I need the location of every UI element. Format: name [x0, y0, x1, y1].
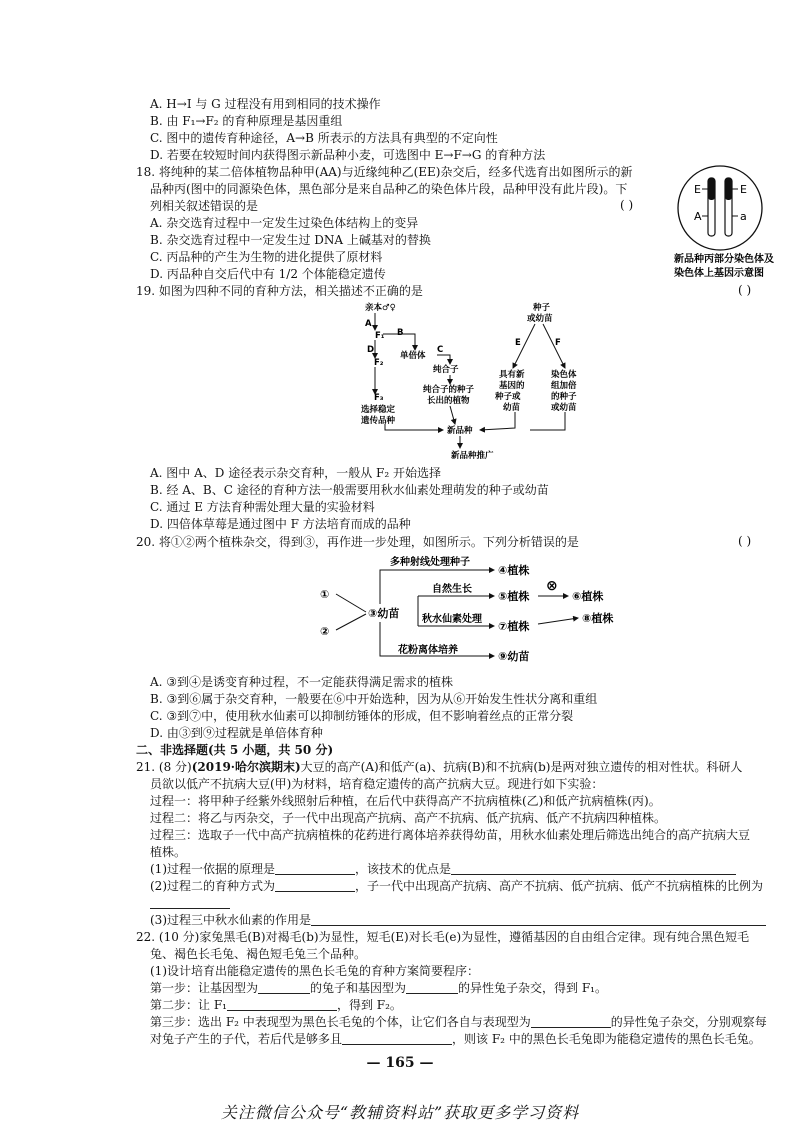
label-E: E — [515, 338, 521, 348]
node-6-plant: ⑥植株 — [572, 590, 604, 603]
q22-blank-5[interactable] — [342, 1032, 452, 1045]
label-radiation: 多种射线处理种子 — [390, 557, 470, 568]
chromosome-left-segment — [708, 178, 715, 200]
q21-sub2-text-a: (2)过程二的育种方式为 — [150, 879, 275, 893]
node-1: ① — [320, 588, 330, 601]
q18-stem-line2: 品种丙(图中的同源染色体，黑色部分是来自品种乙的染色体片段，品种甲没有此片段)。下 — [150, 182, 628, 196]
section-heading: 二、非选择题(共 5 小题，共 50 分) — [136, 743, 334, 757]
figure-caption-2: 染色体上基因示意图 — [674, 268, 764, 279]
q21-line4: 过程二：将乙与丙杂交，子一代中出现高产抗病、高产不抗病、低产抗病、低产不抗病四种植株。 — [150, 811, 667, 825]
q22-step3-text-a: 第三步：选出 F₂ 中表现型为黑色长毛兔的个体，让它们各自与表现型为 — [150, 1015, 531, 1029]
label-F: F — [555, 338, 561, 348]
q18-stem-line3: 列相关叙述错误的是 — [150, 199, 259, 213]
q17-option-b: B. 由 F₁→F₂ 的育种原理是基因重组 — [150, 114, 343, 128]
label-stable-2: 遗传品种 — [361, 416, 396, 426]
q19-option-d: D. 四倍体草莓是通过图中 F 方法培育而成的品种 — [150, 517, 411, 531]
q22-line3: (1)设计培育出能稳定遗传的黑色长毛兔的育种方案简要程序： — [150, 964, 480, 978]
q18-option-d: D. 丙品种自交后代中有 1/2 个体能稳定遗传 — [150, 267, 386, 281]
label-F1: F₁ — [375, 331, 385, 341]
label-F2: F₂ — [374, 358, 384, 368]
label-promotion: 新品种推广 — [451, 451, 494, 461]
node-4-plant: ④植株 — [498, 564, 530, 577]
node-2: ② — [320, 625, 330, 638]
q22-step3-text-c: 对兔子产生的子代，若后代是够多且 — [150, 1032, 343, 1046]
q19-option-b: B. 经 A、B、C 途径的育种方法一般需要用秋水仙素处理萌发的种子或幼苗 — [150, 483, 549, 497]
node-3-seedling: ③幼苗 — [368, 607, 400, 620]
q22-blank-2[interactable] — [406, 981, 458, 994]
q20-option-a: A. ③到④是诱变育种过程，不一定能获得满足需求的植株 — [150, 675, 454, 689]
label-seed-1: 种子 — [533, 303, 551, 313]
label-natural-growth: 自然生长 — [432, 584, 472, 595]
q18-chromosome-figure — [670, 158, 790, 280]
footer-watermark: 关注微信公众号“教辅资料站”获取更多学习资料 — [220, 1103, 580, 1122]
label-E-left: E — [694, 183, 701, 196]
q21-sub2-text-b: ，子一代中出现高产抗病、高产不抗病、低产抗病、低产不抗病植株的比例为 — [355, 879, 764, 893]
q18-option-a: A. 杂交选育过程中一定发生过染色体结构上的变异 — [150, 216, 419, 230]
label-chrom-4: 或幼苗 — [551, 403, 577, 413]
q22-step1 — [150, 980, 607, 996]
q22-blank-1[interactable] — [258, 981, 310, 994]
q21-sub2-cont — [150, 895, 230, 911]
label-new-variety: 新品种 — [447, 426, 473, 436]
q21-sub1-text-b: ，该技术的优点是 — [355, 862, 452, 876]
label-B: B — [397, 328, 404, 338]
q18-stem-line1: 18. 将纯种的某二倍体植物品种甲(AA)与近缘纯种乙(EE)杂交后，经多代选育出如图所示的新 — [136, 165, 633, 179]
chromosome-right-segment — [725, 178, 732, 200]
label-pure: 纯合子 — [433, 365, 459, 375]
q20-option-c: C. ③到⑦中，使用秋水仙素可以抑制纺锤体的形成，但不影响着丝点的正常分裂 — [150, 709, 574, 723]
q18-answer-bracket: ( ) — [620, 198, 634, 212]
label-chrom-2: 组加倍 — [551, 381, 577, 391]
q22-step2-text-b: ，得到 F₂。 — [336, 998, 402, 1012]
label-pollen-culture: 花粉离体培养 — [398, 645, 458, 656]
q21-sub1-text-a: (1)过程一依据的原理是 — [150, 862, 275, 876]
q22-step1-text-c: 的异性兔子杂交，得到 F₁。 — [458, 981, 607, 995]
node-5-plant: ⑤植株 — [498, 590, 530, 603]
q21-blank-4[interactable] — [150, 896, 230, 909]
q17-option-a: A. H→I 与 G 过程没有用到相同的技术操作 — [150, 97, 381, 111]
q19-option-a: A. 图中 A、D 途径表示杂交育种，一般从 F₂ 开始选择 — [150, 466, 441, 480]
q18-option-b: B. 杂交选育过程中一定发生过 DNA 上碱基对的替换 — [150, 233, 431, 247]
label-pure-seed-2: 长出的植物 — [427, 396, 470, 406]
node-8-plant: ⑧植株 — [582, 612, 614, 625]
q22-step3-text-b: 的异性兔子杂交，分别观察每 — [610, 1015, 767, 1029]
q21-text-1: 大豆的高产(A)和低产(a)、抗病(B)和不抗病(b)是两对独立遗传的相对性状。科研人 — [300, 760, 743, 774]
q21-blank-3[interactable] — [275, 879, 355, 892]
node-7-plant: ⑦植株 — [498, 620, 530, 633]
label-new-gene-3: 种子或 — [495, 392, 521, 402]
q22-step3-text-d: ，则该 F₂ 中的黑色长毛兔即为能稳定遗传的黑色长毛兔。 — [452, 1032, 761, 1046]
figure-caption-1: 新品种丙部分染色体及 — [674, 254, 774, 265]
q21-line1 — [136, 759, 742, 775]
q22-head: 22. (10 分) — [136, 930, 200, 944]
q20-option-d: D. 由③到⑨过程就是单倍体育种 — [150, 726, 323, 740]
cell-circle — [678, 166, 762, 250]
q17-option-d: D. 若要在较短时间内获得图示新品种小麦，可选图中 E→F→G 的育种方法 — [150, 148, 546, 162]
label-chrom-3: 的种子 — [551, 392, 577, 402]
label-E-right: E — [740, 183, 747, 196]
q21-blank-5[interactable] — [311, 913, 766, 926]
q22-step1-text-a: 第一步：让基因型为 — [150, 981, 259, 995]
q21-sub2 — [150, 878, 763, 894]
label-A: A — [694, 210, 702, 223]
q20-stem: 20. 将①②两个植株杂交，得到③，再作进一步处理，如图所示。下列分析错误的是 — [136, 535, 579, 549]
q17-option-c: C. 图中的遗传育种途径，A→B 所表示的方法具有典型的不定向性 — [150, 131, 498, 145]
q22-blank-3[interactable] — [227, 998, 337, 1011]
q19-breeding-diagram — [355, 300, 595, 465]
q21-line5: 过程三：选取子一代中高产抗病植株的花药进行离体培养获得幼苗，用秋水仙素处理后筛选出纯合的高产抗病大豆 — [150, 828, 751, 842]
q18-option-c: C. 丙品种的产生为生物的进化提供了原材料 — [150, 250, 383, 264]
q21-sub1 — [150, 861, 736, 877]
q20-process-diagram — [310, 550, 650, 670]
q22-step1-text-b: 的兔子和基因型为 — [310, 981, 407, 995]
q19-stem: 19. 如图为四种不同的育种方法，相关描述不正确的是 — [136, 284, 423, 298]
q20-option-b: B. ③到⑥属于杂交育种，一般要在⑥中开始选种，因为从⑥开始发生性状分离和重组 — [150, 692, 598, 706]
q20-answer-bracket: ( ) — [738, 534, 752, 548]
label-stable-1: 选择稳定 — [361, 405, 396, 415]
page-number: — 165 — — [366, 1055, 434, 1071]
q22-line1 — [136, 929, 749, 945]
label-C: C — [437, 345, 444, 355]
q21-line3: 过程一：将甲种子经紫外线照射后种植，在后代中获得高产不抗病植株(乙)和低产抗病植株(丙)。 — [150, 794, 661, 808]
q21-line6: 植株。 — [150, 845, 187, 859]
q21-blank-1[interactable] — [275, 862, 355, 875]
q21-sub3-text: (3)过程三中秋水仙素的作用是 — [150, 913, 311, 927]
q21-blank-2[interactable] — [451, 862, 736, 875]
label-haploid: 单倍体 — [400, 351, 426, 361]
q22-step3-cont — [150, 1031, 761, 1047]
q22-step2 — [150, 997, 402, 1013]
q21-source: (2019·哈尔滨期末) — [191, 760, 301, 774]
q19-answer-bracket: ( ) — [738, 283, 752, 297]
q21-sub3 — [150, 912, 766, 928]
label-F3: F₃ — [374, 393, 384, 403]
label-new-gene-4: 幼苗 — [503, 403, 521, 413]
label-D: D — [367, 345, 375, 355]
q22-blank-4[interactable] — [531, 1015, 611, 1028]
label-seed-2: 或幼苗 — [527, 314, 553, 324]
label-A: A — [365, 319, 372, 329]
node-9-seedling: ⑨幼苗 — [498, 650, 530, 663]
label-colchicine: 秋水仙素处理 — [422, 614, 482, 625]
label-parents: 亲本♂♀ — [365, 303, 396, 313]
q19-option-c: C. 通过 E 方法育种需处理大量的实验材料 — [150, 500, 375, 514]
q22-text-1: 家兔黑毛(B)对褐毛(b)为显性，短毛(E)对长毛(e)为显性，遵循基因的自由组合定律。现有纯合黑色短毛 — [199, 930, 750, 944]
q22-line2: 兔、褐色长毛兔、褐色短毛兔三个品种。 — [150, 947, 367, 961]
label-chrom-1: 染色体 — [551, 370, 577, 380]
q21-head: 21. (8 分) — [136, 760, 192, 774]
label-a: a — [740, 210, 747, 223]
q22-step2-text-a: 第二步：让 F₁ — [150, 998, 227, 1012]
label-new-gene-1: 具有新 — [499, 370, 525, 380]
q22-step3 — [150, 1014, 767, 1030]
selfing-symbol: ⊗ — [546, 578, 558, 594]
q21-line2: 员欲以低产不抗病大豆(甲)为材料，培育稳定遗传的高产抗病大豆。现进行如下实验： — [150, 777, 604, 791]
label-pure-seed-1: 纯合子的种子 — [423, 385, 475, 395]
label-new-gene-2: 基因的 — [499, 381, 525, 391]
